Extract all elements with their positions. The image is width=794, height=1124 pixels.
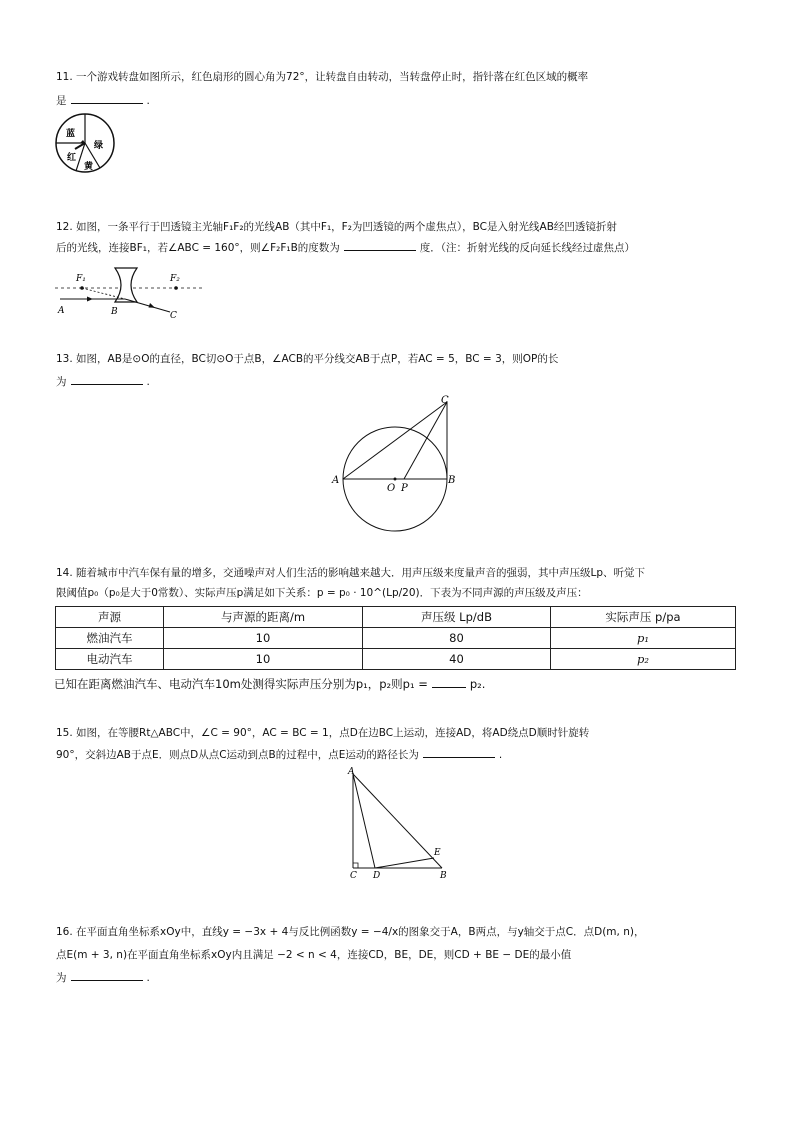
q12-answer-line: [56, 240, 635, 255]
q12-text: 12. 如图，一条平行于凹透镜主光轴F₁F₂的光线AB（其中F₁，F₂为凹透镜的两个虚焦点），BC是入射光线AB经凹透镜折射: [56, 221, 617, 233]
q14-text: 14. 随着城市中汽车保有量的增多，交通噪声对人们生活的影响越来越大．用声压级来度量声音的强弱，其中声压级Lp、听觉下: [56, 567, 646, 579]
sound-pressure-table: [55, 606, 736, 670]
q15-answer-line: [56, 747, 502, 762]
q11-answer-line: [56, 93, 150, 108]
q15-suffix: .: [498, 749, 503, 761]
q13-text: 13. 如图，AB是⊙O的直径，BC切⊙O于点B，∠ACB的平分线交AB于点P，若AC = 5，BC = 3，则OP的长: [56, 353, 559, 365]
label-f2: F₂: [170, 274, 180, 284]
hypotenuse-ab: [353, 774, 442, 868]
label-a: A: [58, 306, 65, 316]
ray-bc: [125, 299, 170, 312]
label-a: A: [332, 475, 340, 486]
q15-prefix: 90°，交斜边AB于点E．则点D从点C运动到点B的过程中，点E运动的路径长为: [56, 749, 419, 761]
bisector-cp: [404, 402, 447, 479]
q14-prefix: 已知在距离燃油汽车、电动汽车10m处测得实际声压分别为p₁，p₂则p₁ =: [54, 677, 428, 691]
point-f1: [80, 286, 84, 290]
label-c: C: [441, 395, 449, 406]
q14-answer-blank[interactable]: [432, 677, 466, 688]
label-d: D: [373, 871, 381, 881]
table-cell: p₁: [551, 628, 736, 649]
q16-text-2: 点E(m + 3, n)在平面直角坐标系xOy内且满足 −2 < n < 4，连接CD，BE，DE，则CD + BE − DE的最小值: [56, 949, 572, 961]
circle-tangent-figure: [330, 392, 465, 540]
q13-answer-blank[interactable]: [71, 374, 143, 385]
table-cell: 电动汽车: [56, 649, 164, 670]
table-cell: 80: [363, 628, 551, 649]
right-angle-mark-icon: [353, 863, 358, 868]
table-row: [56, 628, 736, 649]
label-c: C: [350, 871, 357, 881]
table-header: 声压级 Lp/dB: [363, 607, 551, 628]
table-cell: 40: [363, 649, 551, 670]
q15-answer-blank[interactable]: [423, 747, 495, 758]
table-row: [56, 649, 736, 670]
ray-bc-arrow-icon: [149, 303, 156, 308]
point-f2: [174, 286, 178, 290]
q11-suffix: .: [146, 95, 150, 107]
label-b: B: [448, 475, 456, 486]
point-o: [394, 478, 397, 481]
wheel-pointer-head-icon: [80, 140, 85, 143]
q16-text: 16. 在平面直角坐标系xOy中，直线y = −3x + 4与反比例函数y = −4/x的图象交于A，B两点，与y轴交于点C．点D(m, n)，: [56, 926, 645, 938]
q14-text-2: 限阈值p₀（p₀是大于0常数）、实际声压p满足如下关系：p = p₀ · 10^(Lp/20)．下表为不同声源的声压级及声压：: [56, 587, 588, 599]
spinner-wheel-figure: [54, 112, 116, 174]
q11-answer-blank[interactable]: [71, 93, 143, 104]
table-header-row: [56, 607, 736, 628]
label-c: C: [170, 311, 177, 321]
q11-text: 11. 一个游戏转盘如图所示，红色扇形的圆心角为72°，让转盘自由转动，当转盘停止时，指针落在红色区域的概率: [56, 71, 589, 83]
q11-prefix: 是: [56, 95, 67, 107]
label-e: E: [434, 848, 441, 858]
segment-ad: [353, 774, 375, 868]
table-cell: 10: [164, 649, 363, 670]
q14-suffix: p₂.: [469, 677, 486, 691]
q16-prefix: 为: [56, 972, 67, 984]
ray-ab-arrow-icon: [87, 297, 93, 302]
table-cell: 10: [164, 628, 363, 649]
wheel-label-blue: 蓝: [66, 129, 76, 139]
label-f1: F₁: [76, 274, 86, 284]
wheel-label-yellow: 黄: [84, 162, 94, 172]
right-triangle-figure: [340, 764, 458, 882]
q13-suffix: .: [146, 376, 150, 388]
table-cell: 燃油汽车: [56, 628, 164, 649]
label-o: O: [387, 483, 396, 494]
table-header: 与声源的距离/m: [164, 607, 363, 628]
q16-answer-line: [56, 970, 150, 985]
q13-prefix: 为: [56, 376, 67, 388]
q12-prefix: 后的光线，连接BF₁，若∠ABC = 160°，则∠F₂F₁B的度数为: [56, 242, 340, 254]
table-header: 声源: [56, 607, 164, 628]
wheel-label-red: 红: [67, 153, 77, 163]
segment-ac: [343, 402, 447, 479]
segment-de: [375, 858, 434, 868]
label-p: P: [401, 483, 408, 494]
q16-answer-blank[interactable]: [71, 970, 143, 981]
q15-text: 15. 如图，在等腰Rt△ABC中，∠C = 90°，AC = BC = 1，点D在边BC上运动，连接AD，将AD绕点D顺时针旋转: [56, 727, 590, 739]
label-a: A: [348, 767, 355, 777]
table-header: 实际声压 p/pa: [551, 607, 736, 628]
q12-answer-blank[interactable]: [344, 240, 416, 251]
wheel-label-green: 绿: [94, 141, 104, 151]
label-b: B: [111, 307, 118, 317]
label-b: B: [440, 871, 447, 881]
concave-lens-figure: [55, 268, 210, 320]
table-cell: p₂: [551, 649, 736, 670]
q16-suffix: .: [146, 972, 150, 984]
q13-answer-line: [56, 374, 150, 389]
q14-answer-line: [54, 677, 485, 691]
q12-suffix: 度．（注：折射光线的反向延长线经过虚焦点）: [419, 242, 636, 254]
